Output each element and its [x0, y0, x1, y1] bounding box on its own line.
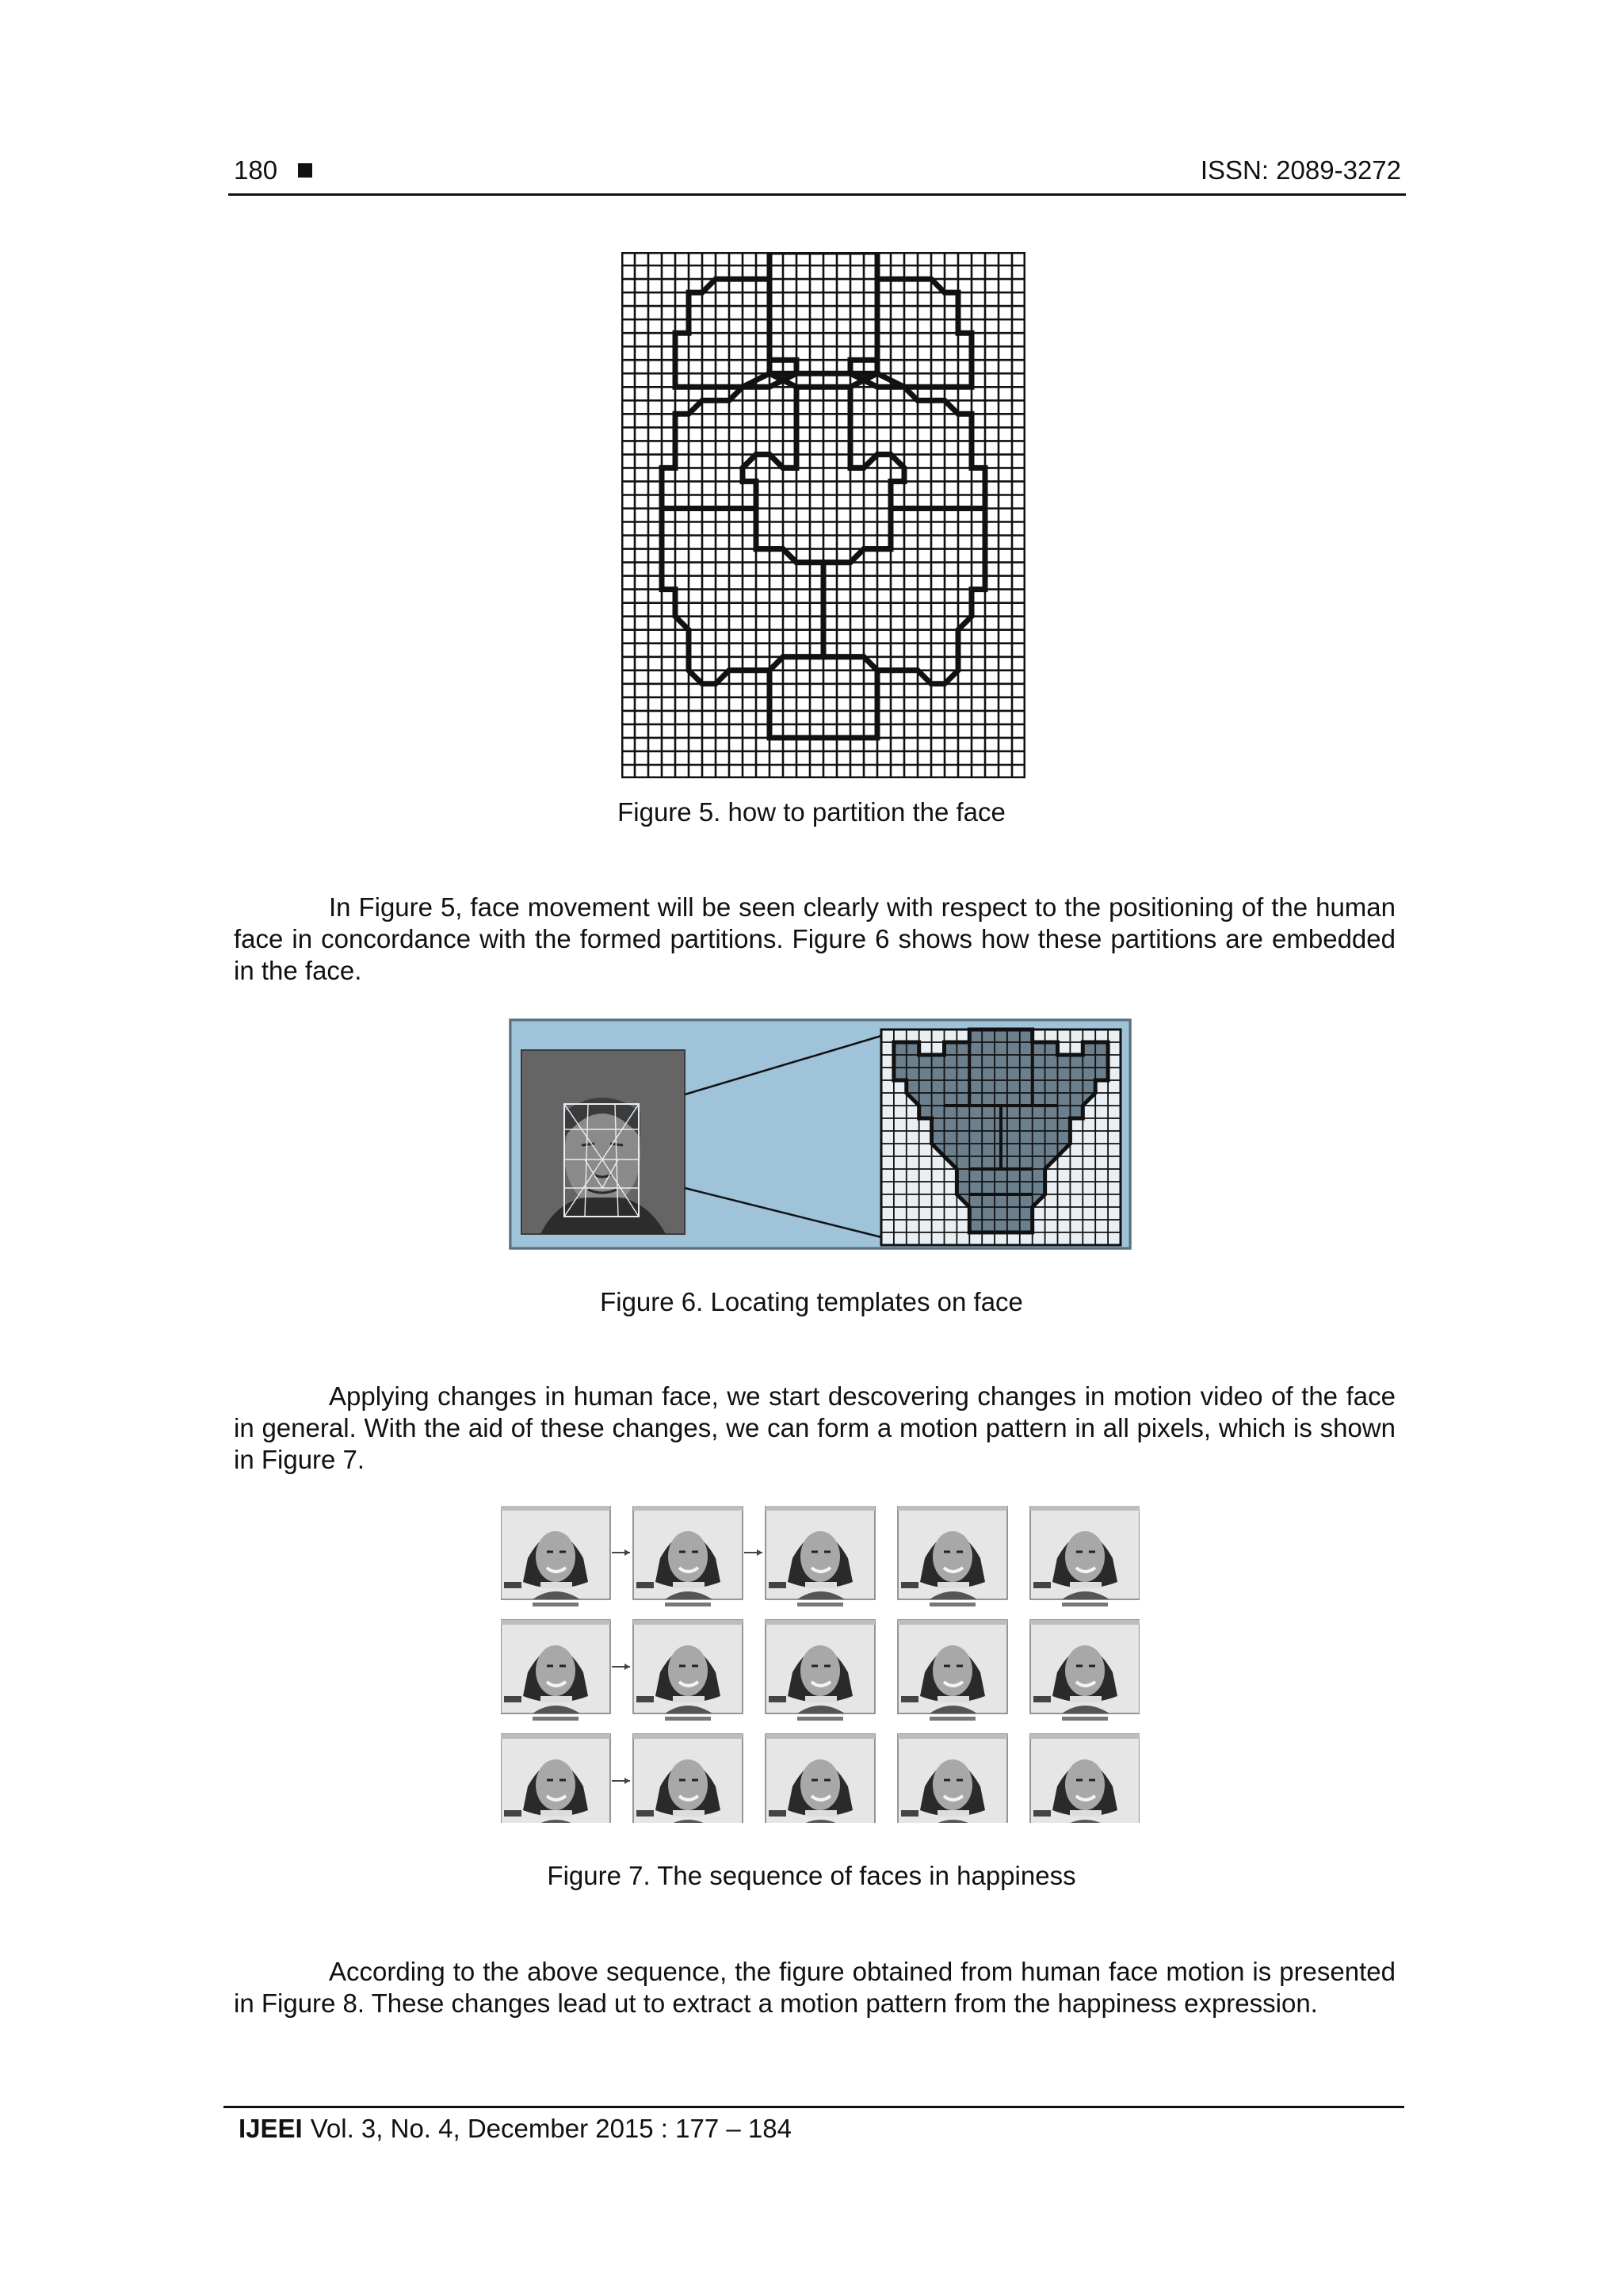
face-frame [633, 1506, 743, 1606]
figure-7-happiness-sequence [501, 1506, 1140, 1823]
face-frame [898, 1620, 1007, 1721]
face-frame [501, 1620, 610, 1721]
footer-citation: IJEEI Vol. 3, No. 4, December 2015 : 177 – 184 [239, 2114, 792, 2143]
face-frame [501, 1734, 610, 1823]
figure-6-templates-on-face [509, 1018, 1132, 1250]
figure-5-face-partition-grid [621, 252, 1025, 778]
footer-rule [223, 2106, 1404, 2108]
paragraph-3: According to the above sequence, the figure obtained from human face motion is presented in Figure 8. These changes lead ut to extract a motion pattern from the happiness expression. [234, 1957, 1396, 2018]
face-frame [766, 1620, 875, 1721]
face-frame [1030, 1620, 1140, 1721]
square-bullet-icon [298, 163, 312, 178]
header-rule [228, 193, 1406, 196]
figure-7-caption: Figure 7. The sequence of faces in happiness [547, 1861, 1076, 1890]
figure-6-caption: Figure 6. Locating templates on face [600, 1287, 1023, 1316]
face-frame [1030, 1506, 1140, 1606]
face-frame [1030, 1734, 1140, 1823]
paragraph-1: In Figure 5, face movement will be seen clearly with respect to the positioning of the human face in concordance with the formed partitions. Figure 6 shows how these partitions are embedded in the face. [234, 892, 1396, 985]
page-number: 180 [234, 155, 312, 185]
face-frame [898, 1734, 1007, 1823]
face-frame [766, 1734, 875, 1823]
figure-5-caption: Figure 5. how to partition the face [617, 797, 1006, 827]
issn: ISSN: 2089-3272 [1200, 155, 1401, 185]
face-frame [633, 1734, 743, 1823]
face-frame [766, 1506, 875, 1606]
face-frame [898, 1506, 1007, 1606]
paragraph-2: Applying changes in human face, we start descovering changes in motion video of the face in general. With the aid of these changes, we can form a motion pattern in all pixels, which is shown in Figure 7. [234, 1381, 1396, 1474]
face-frame [501, 1506, 610, 1606]
face-frame [633, 1620, 743, 1721]
